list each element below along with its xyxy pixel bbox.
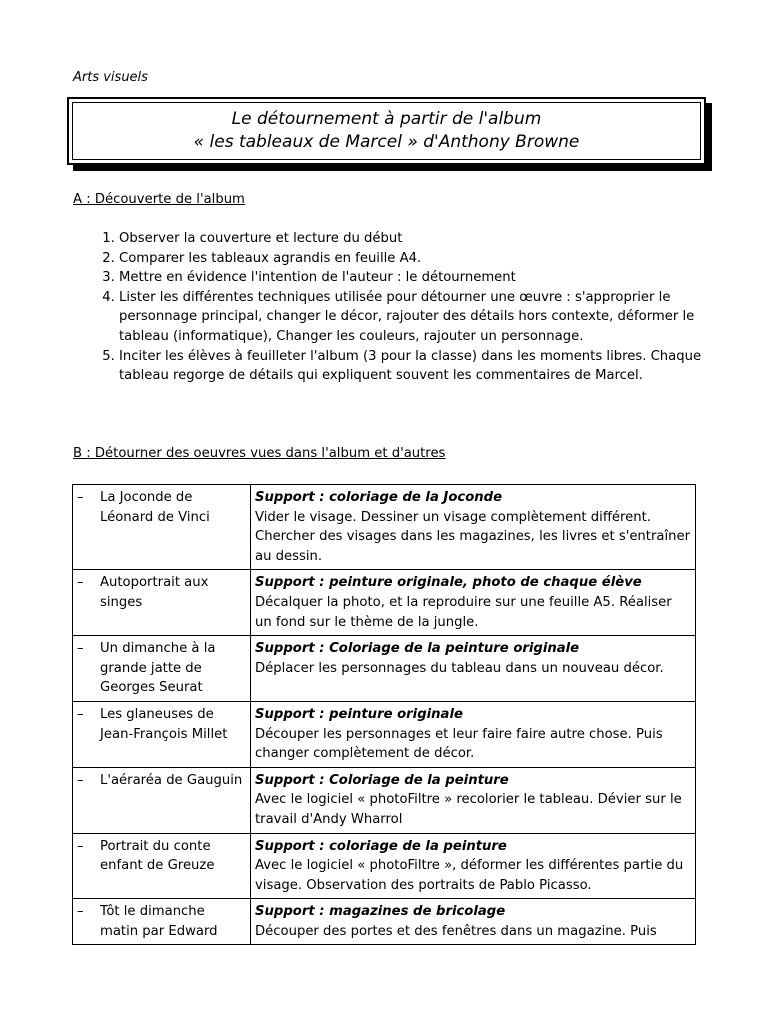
activity-cell (251, 701, 696, 767)
table-row (73, 701, 696, 767)
dash-bullet: – (77, 641, 84, 657)
support-label: Support : coloriage de la peinture (255, 838, 507, 854)
artwork-title: Un dimanche à la grande jatte de Georges Seurat (100, 641, 216, 696)
activity-cell (251, 485, 696, 570)
step-item: 5. Inciter les élèves à feuilleter l'album (3 pour la classe) dans les moments libres. Chaque tableau regorge de détails qui expliquent souvent les commentaires de Marcel. (119, 347, 713, 386)
table-row (73, 485, 696, 570)
activity-cell (251, 833, 696, 899)
table-row (73, 636, 696, 702)
title-inner-frame (72, 102, 701, 160)
title-box (67, 97, 706, 165)
activity-instructions: Découper les personnages et leur faire faire autre chose. Puis changer complètement de décor. (255, 726, 663, 762)
step-item: 1. Observer la couverture et lecture du début (119, 229, 713, 249)
section-b-heading: B : Détourner des oeuvres vues dans l'album et d'autres (73, 446, 446, 461)
artwork-cell-content (77, 902, 246, 941)
dash-bullet: – (77, 490, 84, 505)
title-line-2: « les tableaux de Marcel » d'Anthony Browne (193, 132, 580, 152)
activity-cell (251, 767, 696, 833)
discovery-steps-list (73, 229, 713, 386)
artwork-cell (73, 833, 251, 899)
activity-instructions: Découper des portes et des fenêtres dans un magazine. Puis (255, 923, 657, 939)
support-label: Support : coloriage de la Joconde (255, 490, 503, 505)
activities-table (72, 484, 696, 945)
artwork-cell-content (77, 837, 246, 876)
support-label: Support : peinture originale (255, 706, 463, 722)
artwork-cell (73, 899, 251, 945)
artwork-title: Autoportrait aux singes (100, 575, 209, 610)
table-row (73, 899, 696, 945)
artwork-cell-content (77, 771, 246, 791)
artwork-cell (73, 636, 251, 702)
dash-bullet: – (77, 575, 84, 591)
artwork-cell-content (77, 639, 246, 698)
artwork-cell-content (77, 573, 246, 612)
artwork-cell-content (77, 488, 246, 527)
table-row (73, 767, 696, 833)
activity-instructions: Vider le visage. Dessiner un visage complètement différent. Chercher des visages dans les magazines, les livres et s'entraîner au dessin. (255, 509, 691, 564)
title-line-1: Le détournement à partir de l'album (231, 109, 542, 129)
support-label: Support : peinture originale, photo de chaque élève (255, 575, 642, 591)
artwork-title: La Joconde de Léonard de Vinci (100, 490, 210, 525)
dash-bullet: – (77, 838, 84, 854)
artwork-title: L'aéraréa de Gauguin (100, 772, 243, 788)
dash-bullet: – (77, 772, 84, 788)
support-label: Support : magazines de bricolage (255, 904, 506, 920)
artwork-cell-content (77, 705, 246, 744)
dash-bullet: – (77, 904, 84, 920)
activity-instructions: Avec le logiciel « photoFiltre », déformer les différentes partie du visage. Observation des portraits de Pablo Picasso. (255, 858, 684, 893)
header-label: Arts visuels (73, 70, 148, 85)
artwork-cell (73, 570, 251, 636)
artwork-cell (73, 485, 251, 570)
artwork-title: Portrait du conte enfant de Greuze (100, 838, 215, 874)
activity-cell (251, 636, 696, 702)
activity-instructions: Décalquer la photo, et la reproduire sur une feuille A5. Réaliser un fond sur le thème de la jungle. (255, 594, 672, 630)
activity-cell (251, 570, 696, 636)
activity-instructions: Déplacer les personnages du tableau dans un nouveau décor. (255, 660, 664, 676)
artwork-cell (73, 767, 251, 833)
step-item: 2. Comparer les tableaux agrandis en feuille A4. (119, 249, 713, 269)
artwork-title: Les glaneuses de Jean-François Millet (100, 706, 228, 742)
step-item: 4. Lister les différentes techniques utilisée pour détourner une œuvre : s'approprier le personnage principal, changer le décor, rajouter des détails hors contexte, déformer le tableau (informatique), Changer les couleurs, rajouter un personnage. (119, 288, 713, 347)
table-row (73, 833, 696, 899)
activity-cell (251, 899, 696, 945)
table-row (73, 570, 696, 636)
dash-bullet: – (77, 706, 84, 722)
support-label: Support : Coloriage de la peinture originale (255, 641, 580, 657)
step-item: 3. Mettre en évidence l'intention de l'auteur : le détournement (119, 268, 713, 288)
support-label: Support : Coloriage de la peinture (255, 772, 509, 788)
artwork-title: Tôt le dimanche matin par Edward (100, 904, 218, 939)
activity-instructions: Avec le logiciel « photoFiltre » recolorier le tableau. Dévier sur le travail d'Andy Wharrol (255, 792, 682, 827)
section-a-heading: A : Découverte de l'album (73, 192, 245, 207)
artwork-cell (73, 701, 251, 767)
